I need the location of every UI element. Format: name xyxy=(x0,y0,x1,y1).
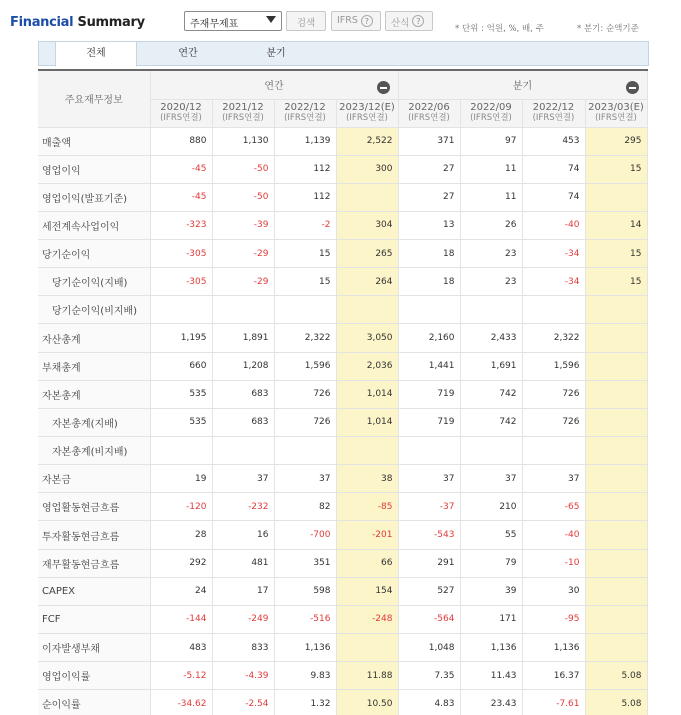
table-cell: 11 xyxy=(460,183,522,211)
table-row xyxy=(38,268,647,296)
table-cell: 726 xyxy=(522,380,585,408)
search-button[interactable] xyxy=(286,11,326,31)
table-cell: 9.83 xyxy=(274,662,336,690)
table-row xyxy=(38,634,647,662)
table-cell: 371 xyxy=(398,127,460,155)
column-header xyxy=(398,99,460,127)
table-cell: 726 xyxy=(274,380,336,408)
column-basis: (IFRS연결) xyxy=(222,113,264,123)
table-row xyxy=(38,155,647,183)
column-date: 2022/12 xyxy=(532,102,575,113)
table-cell xyxy=(585,605,647,633)
table-cell: 1.32 xyxy=(274,690,336,715)
table-cell: 2,322 xyxy=(274,324,336,352)
table-cell: -34 xyxy=(522,240,585,268)
tab-all[interactable]: 전체 xyxy=(55,41,137,67)
table-cell: 1,441 xyxy=(398,352,460,380)
table-row xyxy=(38,493,647,521)
table-cell: 453 xyxy=(522,127,585,155)
table-cell: 15 xyxy=(585,268,647,296)
collapse-annual-icon[interactable] xyxy=(377,81,390,94)
table-cell: -4.39 xyxy=(212,662,274,690)
table-cell: 30 xyxy=(522,577,585,605)
table-cell: -40 xyxy=(522,521,585,549)
table-cell xyxy=(585,634,647,662)
page-title-rest: Summary xyxy=(73,15,145,30)
table-cell: -201 xyxy=(336,521,398,549)
quarter-basis-note: * 분기: 순액기준 xyxy=(577,24,639,34)
table-cell: 726 xyxy=(522,408,585,436)
chevron-down-icon xyxy=(266,16,276,23)
table-cell: 210 xyxy=(460,493,522,521)
table-cell: -10 xyxy=(522,549,585,577)
table-cell: 2,036 xyxy=(336,352,398,380)
table-cell xyxy=(585,380,647,408)
table-cell: -34.62 xyxy=(150,690,212,715)
table-cell: 11.88 xyxy=(336,662,398,690)
table-cell: 97 xyxy=(460,127,522,155)
row-label: 당기순이익(비지배) xyxy=(38,296,150,324)
table-cell xyxy=(585,493,647,521)
table-row xyxy=(38,662,647,690)
table-cell xyxy=(212,296,274,324)
table-cell: 4.83 xyxy=(398,690,460,715)
table-cell: 74 xyxy=(522,183,585,211)
table-row xyxy=(38,437,647,465)
formula-button[interactable] xyxy=(385,11,433,31)
table-cell: -543 xyxy=(398,521,460,549)
table-cell: 17 xyxy=(212,577,274,605)
table-cell: 15 xyxy=(274,240,336,268)
row-label: 자본금 xyxy=(38,465,150,493)
table-row xyxy=(38,577,647,605)
table-cell: 18 xyxy=(398,240,460,268)
table-cell: 880 xyxy=(150,127,212,155)
page-title xyxy=(10,15,145,30)
table-cell: -39 xyxy=(212,211,274,239)
table-cell: -29 xyxy=(212,240,274,268)
table-cell: 37 xyxy=(460,465,522,493)
table-cell: 719 xyxy=(398,380,460,408)
row-label: 투자활동현금흐름 xyxy=(38,521,150,549)
row-label: 자본총계(비지배) xyxy=(38,437,150,465)
table-cell: -5.12 xyxy=(150,662,212,690)
table-cell: 79 xyxy=(460,549,522,577)
column-header xyxy=(585,99,647,127)
table-cell: 535 xyxy=(150,380,212,408)
table-cell: 39 xyxy=(460,577,522,605)
table-cell: -40 xyxy=(522,211,585,239)
table-cell xyxy=(585,465,647,493)
table-cell: 37 xyxy=(212,465,274,493)
table-cell: -95 xyxy=(522,605,585,633)
table-cell: 7.35 xyxy=(398,662,460,690)
table-cell: -34 xyxy=(522,268,585,296)
financial-summary-table xyxy=(38,69,648,715)
table-cell: -65 xyxy=(522,493,585,521)
column-basis: (IFRS연결) xyxy=(284,113,326,123)
table-cell: 683 xyxy=(212,380,274,408)
table-row xyxy=(38,690,647,715)
table-cell xyxy=(585,352,647,380)
tab-quarter[interactable]: 분기 xyxy=(266,48,286,59)
table-cell: 1,208 xyxy=(212,352,274,380)
table-cell: 28 xyxy=(150,521,212,549)
table-cell: 300 xyxy=(336,155,398,183)
table-cell xyxy=(274,437,336,465)
table-cell: 15 xyxy=(585,155,647,183)
table-cell xyxy=(585,549,647,577)
table-cell: 2,160 xyxy=(398,324,460,352)
table-cell xyxy=(585,324,647,352)
row-label: 당기순이익(지배) xyxy=(38,268,150,296)
table-cell: -305 xyxy=(150,240,212,268)
column-header xyxy=(150,99,212,127)
period-tabs xyxy=(38,41,649,66)
table-cell: -7.61 xyxy=(522,690,585,715)
column-header xyxy=(212,99,274,127)
table-cell: 154 xyxy=(336,577,398,605)
table-cell: 13 xyxy=(398,211,460,239)
table-cell xyxy=(150,437,212,465)
table-cell: 2,433 xyxy=(460,324,522,352)
table-cell: 527 xyxy=(398,577,460,605)
row-label: 영업이익률 xyxy=(38,662,150,690)
table-cell: 23 xyxy=(460,268,522,296)
row-label: CAPEX xyxy=(38,577,150,605)
table-cell: 726 xyxy=(274,408,336,436)
table-cell: 171 xyxy=(460,605,522,633)
table-cell: 1,136 xyxy=(522,634,585,662)
table-cell: -85 xyxy=(336,493,398,521)
table-cell: 2,522 xyxy=(336,127,398,155)
table-cell xyxy=(522,437,585,465)
help-icon: ? xyxy=(412,15,424,27)
table-cell: 660 xyxy=(150,352,212,380)
row-label: 영업활동현금흐름 xyxy=(38,493,150,521)
table-cell: 23.43 xyxy=(460,690,522,715)
table-cell: 1,691 xyxy=(460,352,522,380)
table-cell: 19 xyxy=(150,465,212,493)
table-cell: -516 xyxy=(274,605,336,633)
column-basis: (IFRS연결) xyxy=(470,113,512,123)
table-cell xyxy=(460,296,522,324)
table-cell: 265 xyxy=(336,240,398,268)
statement-type-value: 주재무제표 xyxy=(190,19,239,30)
row-label: 당기순이익 xyxy=(38,240,150,268)
table-cell: 264 xyxy=(336,268,398,296)
annual-group-header xyxy=(150,70,398,99)
row-label: 순이익률 xyxy=(38,690,150,715)
table-cell: 1,139 xyxy=(274,127,336,155)
row-label: 세전계속사업이익 xyxy=(38,211,150,239)
annual-group-label: 연간 xyxy=(264,81,284,93)
table-body xyxy=(38,127,647,715)
table-cell xyxy=(212,437,274,465)
column-header xyxy=(460,99,522,127)
quarter-group-label: 분기 xyxy=(512,81,533,93)
table-cell xyxy=(585,296,647,324)
table-cell: -700 xyxy=(274,521,336,549)
table-cell: 5.08 xyxy=(585,662,647,690)
table-cell xyxy=(398,437,460,465)
table-row xyxy=(38,183,647,211)
table-cell: 742 xyxy=(460,380,522,408)
column-basis: (IFRS연결) xyxy=(346,113,388,123)
table-cell: 27 xyxy=(398,155,460,183)
table-cell: 15 xyxy=(585,240,647,268)
table-cell: -305 xyxy=(150,268,212,296)
row-label: 부채총계 xyxy=(38,352,150,380)
table-cell: 37 xyxy=(522,465,585,493)
column-date: 2023/03(E) xyxy=(588,102,644,113)
table-row xyxy=(38,465,647,493)
table-cell: 15 xyxy=(274,268,336,296)
row-label: 재무활동현금흐름 xyxy=(38,549,150,577)
table-cell: -323 xyxy=(150,211,212,239)
table-cell: -45 xyxy=(150,155,212,183)
table-cell: 37 xyxy=(274,465,336,493)
table-cell: 55 xyxy=(460,521,522,549)
table-cell: 1,136 xyxy=(460,634,522,662)
table-row xyxy=(38,127,647,155)
column-basis: (IFRS연결) xyxy=(595,113,637,123)
table-cell: -50 xyxy=(212,183,274,211)
table-cell: 3,050 xyxy=(336,324,398,352)
table-cell: -144 xyxy=(150,605,212,633)
table-cell xyxy=(336,437,398,465)
column-header xyxy=(274,99,336,127)
table-row xyxy=(38,211,647,239)
row-label: 자본총계(지배) xyxy=(38,408,150,436)
unit-note: * 단위 : 억원, %, 배, 주 xyxy=(455,24,544,34)
column-date: 2023/12(E) xyxy=(339,102,395,113)
table-cell: 1,596 xyxy=(522,352,585,380)
table-cell: 1,014 xyxy=(336,408,398,436)
table-cell xyxy=(274,296,336,324)
table-cell: -29 xyxy=(212,268,274,296)
column-date: 2020/12 xyxy=(160,102,202,113)
table-cell: 535 xyxy=(150,408,212,436)
table-cell: -120 xyxy=(150,493,212,521)
quarter-group-header xyxy=(398,70,647,99)
formula-button-label: 산식 xyxy=(391,18,410,29)
table-cell: 24 xyxy=(150,577,212,605)
table-cell: 683 xyxy=(212,408,274,436)
tab-annual[interactable]: 연간 xyxy=(178,48,198,59)
column-basis: (IFRS연결) xyxy=(532,113,575,123)
search-button-label: 검색 xyxy=(296,18,316,29)
table-cell: 11.43 xyxy=(460,662,522,690)
table-cell: 833 xyxy=(212,634,274,662)
table-row xyxy=(38,380,647,408)
table-cell: -248 xyxy=(336,605,398,633)
row-label: 영업이익 xyxy=(38,155,150,183)
table-cell xyxy=(336,183,398,211)
column-header xyxy=(522,99,585,127)
row-label: 자산총계 xyxy=(38,324,150,352)
table-cell: 82 xyxy=(274,493,336,521)
table-cell xyxy=(585,577,647,605)
table-cell: -2 xyxy=(274,211,336,239)
table-cell: 11 xyxy=(460,155,522,183)
table-cell: 598 xyxy=(274,577,336,605)
table-cell: 1,014 xyxy=(336,380,398,408)
table-cell: 295 xyxy=(585,127,647,155)
table-cell: -45 xyxy=(150,183,212,211)
table-cell: -564 xyxy=(398,605,460,633)
table-cell: 38 xyxy=(336,465,398,493)
table-row xyxy=(38,352,647,380)
table-row xyxy=(38,521,647,549)
table-cell xyxy=(585,521,647,549)
ifrs-button-label: IFRS xyxy=(337,15,358,26)
table-cell: 112 xyxy=(274,183,336,211)
row-label: FCF xyxy=(38,605,150,633)
table-row xyxy=(38,605,647,633)
row-label: 매출액 xyxy=(38,127,150,155)
table-cell xyxy=(522,296,585,324)
collapse-quarter-icon[interactable] xyxy=(626,81,639,94)
column-date: 2022/09 xyxy=(470,102,512,113)
table-cell xyxy=(150,296,212,324)
table-cell xyxy=(585,437,647,465)
table-row xyxy=(38,240,647,268)
table-cell: 2,322 xyxy=(522,324,585,352)
column-basis: (IFRS연결) xyxy=(160,113,202,123)
table-cell: 1,596 xyxy=(274,352,336,380)
table-cell: 351 xyxy=(274,549,336,577)
table-cell: 16 xyxy=(212,521,274,549)
table-cell: -50 xyxy=(212,155,274,183)
table-cell: 291 xyxy=(398,549,460,577)
table-cell: 483 xyxy=(150,634,212,662)
table-row xyxy=(38,408,647,436)
table-cell: 16.37 xyxy=(522,662,585,690)
page-title-brand: Financial xyxy=(10,15,74,30)
statement-type-select[interactable] xyxy=(184,11,282,31)
table-cell: -249 xyxy=(212,605,274,633)
table-cell: 1,195 xyxy=(150,324,212,352)
table-cell: 10.50 xyxy=(336,690,398,715)
table-cell: 14 xyxy=(585,211,647,239)
table-cell: 1,130 xyxy=(212,127,274,155)
table-cell: 5.08 xyxy=(585,690,647,715)
table-cell xyxy=(336,634,398,662)
table-cell: 66 xyxy=(336,549,398,577)
ifrs-button[interactable] xyxy=(331,11,381,31)
table-cell xyxy=(585,183,647,211)
table-cell: -232 xyxy=(212,493,274,521)
help-icon: ? xyxy=(361,15,373,27)
table-cell: 37 xyxy=(398,465,460,493)
row-label: 자본총계 xyxy=(38,380,150,408)
table-cell: 26 xyxy=(460,211,522,239)
table-cell: 481 xyxy=(212,549,274,577)
summary-header xyxy=(0,0,681,38)
table-cell: 112 xyxy=(274,155,336,183)
table-cell xyxy=(398,296,460,324)
column-date: 2021/12 xyxy=(222,102,264,113)
table-cell: -37 xyxy=(398,493,460,521)
column-header xyxy=(336,99,398,127)
table-cell xyxy=(460,437,522,465)
table-cell: 1,891 xyxy=(212,324,274,352)
column-date: 2022/12 xyxy=(284,102,326,113)
table-cell: 292 xyxy=(150,549,212,577)
row-label: 이자발생부채 xyxy=(38,634,150,662)
table-cell: 1,136 xyxy=(274,634,336,662)
table-cell: 304 xyxy=(336,211,398,239)
column-basis: (IFRS연결) xyxy=(408,113,450,123)
row-label: 영업이익(발표기준) xyxy=(38,183,150,211)
table-cell xyxy=(336,296,398,324)
table-row xyxy=(38,549,647,577)
table-cell: 27 xyxy=(398,183,460,211)
row-header-label: 주요재무정보 xyxy=(38,70,150,127)
table-cell: 74 xyxy=(522,155,585,183)
table-cell: 23 xyxy=(460,240,522,268)
table-cell: -2.54 xyxy=(212,690,274,715)
table-cell: 18 xyxy=(398,268,460,296)
table-row xyxy=(38,296,647,324)
table-cell xyxy=(585,408,647,436)
column-date: 2022/06 xyxy=(408,102,450,113)
table-cell: 742 xyxy=(460,408,522,436)
table-cell: 719 xyxy=(398,408,460,436)
table-cell: 1,048 xyxy=(398,634,460,662)
table-row xyxy=(38,324,647,352)
